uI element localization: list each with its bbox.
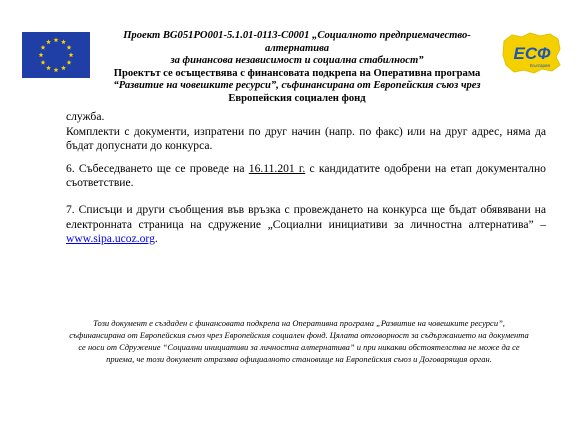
paragraph-documents: Комплекти с документи, изпратени по друг начин (напр. по факс) или на друг адрес, няма да бъдат допуснати до конкурса. [66,124,546,153]
disclaimer-footer: Този документ е създаден с финансовата подкрепа на Оперативна програма „Развитие на човешките ресурси”, съфинансирана от Европейския съюз чрез Европейския социален фонд. Цялата отговорност за съдържанието на документа се носи от Сдружение “Социални инициативи за личностна алтернатива” и при никакви обстоятелства не може да се приема, че този документ отразява официалното становище на Европейския съюз и Договарящия орган. [69,318,529,364]
interview-text-before: 6. Събеседването ще се проведе на [66,161,249,175]
interview-date: 16.11.201 г. [248,161,306,175]
paragraph-service: служба. [66,110,105,123]
eu-flag-logo [22,32,90,78]
document-body [66,110,546,247]
website-link[interactable]: www.sipa.ucoz.org [66,232,155,246]
interview-text-after: с кандидатите одобрени на етап документално съответствие. [66,161,546,190]
funding-line-2: “Развитие на човешките ресурси”, съфинансирана от Европейския съюз чрез [113,80,481,92]
announcements-text: 7. Списъци и други съобщения във връзка с провеждането на конкурса ще бъдат обявявани на електронната страница на сдружение „Социални инициативи за личностна алтернатива” – [66,202,546,231]
paragraph-announcements [66,203,546,247]
document-header [92,30,502,106]
esf-logo [500,27,564,82]
announcements-end: . [154,232,158,246]
project-title-line-1: Проект BG051PO001-5.1.01-0113-C0001 „Социалното предприемачество- алтернатива [123,30,471,54]
funding-line-1: Проектът се осъществява с финансовата подкрепа на Оперативна програма [113,67,481,79]
paragraph-interview [66,162,546,191]
project-title-line-2: за финансова независимост и социална стабилност” [170,55,424,67]
funding-line-3: Европейския социален фонд [228,92,366,104]
esf-logo-text: ЕСФ [513,44,551,63]
esf-logo-subtext: България [530,63,550,68]
